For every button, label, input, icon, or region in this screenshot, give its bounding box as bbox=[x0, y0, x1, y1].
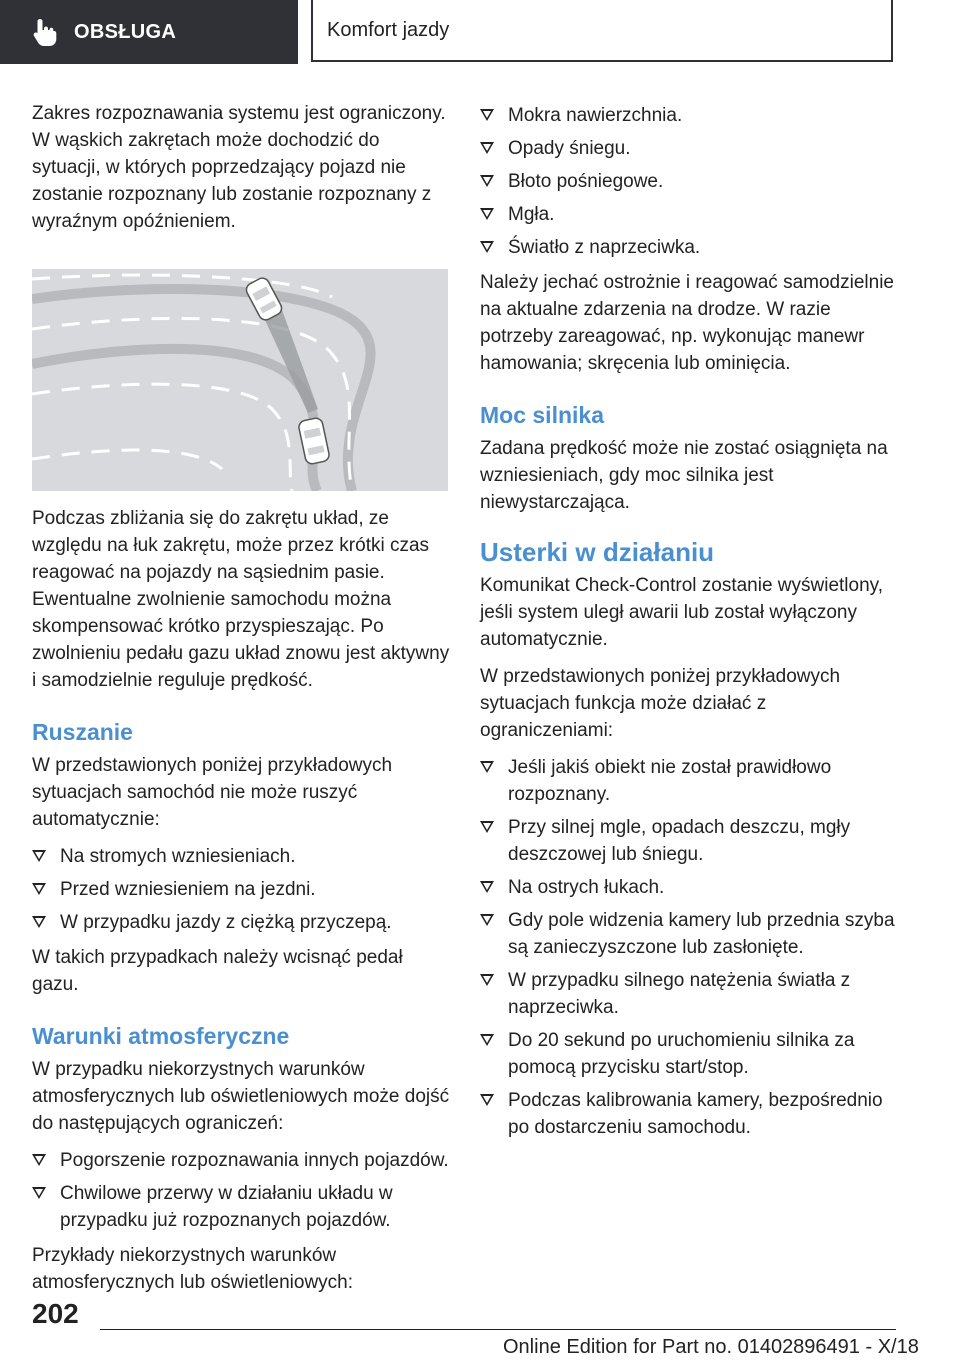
triangle-bullet-icon bbox=[32, 1154, 46, 1166]
curve-road-illustration bbox=[32, 269, 448, 491]
warunki-intro: W przypadku niekorzystnych warunków atmosferycznych lub oświetleniowych może dojść do następujących ograniczeń: bbox=[32, 1059, 450, 1134]
list-item: Pogorszenie rozpoznawania innych pojazdów. bbox=[32, 1147, 450, 1174]
page-number: 202 bbox=[32, 1298, 79, 1329]
list-item: W przypadku jazdy z ciężką przyczepą. bbox=[32, 909, 450, 936]
chapter-tab bbox=[311, 0, 893, 62]
weather-list bbox=[480, 102, 898, 261]
curve-detection-figure bbox=[32, 269, 448, 491]
triangle-bullet-icon bbox=[480, 241, 494, 253]
list-item: Przed wzniesieniem na jezdni. bbox=[32, 876, 450, 903]
ruszanie-intro: W przedstawionych poniżej przykładowych sytuacjach samochód nie może ruszyć automatycznie: bbox=[32, 755, 393, 830]
list-item: W przypadku silnego natężenia światła z naprzeciwka. bbox=[480, 967, 898, 1021]
list-item: Gdy pole widzenia kamery lub przednia szyba są zanieczyszczone lub zasłonięte. bbox=[480, 907, 898, 961]
list-item: Mgła. bbox=[480, 201, 898, 228]
triangle-bullet-icon bbox=[480, 761, 494, 773]
triangle-bullet-icon bbox=[480, 175, 494, 187]
page-header bbox=[0, 0, 960, 66]
list-item: Na ostrych łukach. bbox=[480, 874, 898, 901]
triangle-bullet-icon bbox=[32, 850, 46, 862]
list-item: Podczas kalibrowania kamery, bezpośrednio po dostarczeniu samochodu. bbox=[480, 1087, 898, 1141]
ruszanie-list bbox=[32, 843, 450, 936]
triangle-bullet-icon bbox=[32, 883, 46, 895]
intro-paragraph: Zakres rozpoznawania systemu jest ograniczony. W wąskich zakrętach może dochodzić do sytuacji, w których poprzedzający pojazd nie zostanie rozpoznany lub zostanie rozpoznany z wyraźnym opóźnieniem. bbox=[32, 103, 446, 232]
triangle-bullet-icon bbox=[480, 914, 494, 926]
triangle-bullet-icon bbox=[480, 1094, 494, 1106]
chapter-title: Komfort jazdy bbox=[327, 18, 450, 41]
triangle-bullet-icon bbox=[480, 974, 494, 986]
right-column bbox=[480, 100, 898, 1149]
heading-ruszanie: Ruszanie bbox=[32, 719, 133, 745]
warunki-outro: Przykłady niekorzystnych warunków atmosferycznych lub oświetleniowych: bbox=[32, 1245, 354, 1293]
triangle-bullet-icon bbox=[32, 916, 46, 928]
list-item: Mokra nawierzchnia. bbox=[480, 102, 898, 129]
list-item: Jeśli jakiś obiekt nie został prawidłowo rozpoznany. bbox=[480, 754, 898, 808]
triangle-bullet-icon bbox=[480, 1034, 494, 1046]
usterki-text-1: Komunikat Check-Control zostanie wyświetlony, jeśli system uległ awarii lub został wyłączony automatycznie. bbox=[480, 575, 884, 650]
triangle-bullet-icon bbox=[32, 1187, 46, 1199]
hand-pointer-icon bbox=[28, 15, 62, 49]
triangle-bullet-icon bbox=[480, 109, 494, 121]
list-item: Chwilowe przerwy w działaniu układu w przypadku już rozpoznanych pojazdów. bbox=[32, 1180, 450, 1234]
usterki-list bbox=[480, 754, 898, 1141]
warunki-list bbox=[32, 1147, 450, 1234]
moc-text: Zadana prędkość może nie zostać osiągnięta na wzniesieniach, gdy moc silnika jest niewystarczająca. bbox=[480, 438, 888, 513]
heading-moc-silnika: Moc silnika bbox=[480, 402, 604, 428]
footer-divider bbox=[100, 1329, 896, 1330]
left-column bbox=[32, 100, 450, 1306]
curve-paragraph: Podczas zbliżania się do zakrętu układ, ze względu na łuk zakrętu, może przez krótki czas reagować na pojazdy na sąsiednim pasie. Ewentualne zwolnienie samochodu można skompensować krótko przyspieszając. Po zwolnieniu pedału gazu układ znowu jest aktywny i samodzielnie reguluje prędkość. bbox=[32, 508, 450, 691]
section-tab bbox=[0, 0, 298, 64]
triangle-bullet-icon bbox=[480, 881, 494, 893]
list-item: Przy silnej mgle, opadach deszczu, mgły deszczowej lub śniegu. bbox=[480, 814, 898, 868]
list-item: Błoto pośniegowe. bbox=[480, 168, 898, 195]
section-label: OBSŁUGA bbox=[74, 20, 177, 43]
list-item: Na stromych wzniesieniach. bbox=[32, 843, 450, 870]
caution-paragraph: Należy jechać ostrożnie i reagować samodzielnie na aktualne zdarzenia na drodze. W razie potrzeby zareagować, np. wykonując manewr hamowania; skręcenia lub ominięcia. bbox=[480, 272, 894, 374]
triangle-bullet-icon bbox=[480, 142, 494, 154]
heading-warunki: Warunki atmosferyczne bbox=[32, 1023, 290, 1049]
list-item: Światło z naprzeciwka. bbox=[480, 234, 898, 261]
list-item: Do 20 sekund po uruchomieniu silnika za pomocą przycisku start/stop. bbox=[480, 1027, 898, 1081]
edition-note: Online Edition for Part no. 01402896491 - X/18 bbox=[503, 1336, 919, 1358]
list-item: Opady śniegu. bbox=[480, 135, 898, 162]
triangle-bullet-icon bbox=[480, 208, 494, 220]
usterki-text-2: W przedstawionych poniżej przykładowych sytuacjach funkcja może działać z ograniczeniami: bbox=[480, 666, 841, 741]
triangle-bullet-icon bbox=[480, 821, 494, 833]
heading-usterki: Usterki w działaniu bbox=[480, 537, 715, 567]
ruszanie-outro: W takich przypadkach należy wcisnąć pedał gazu. bbox=[32, 947, 403, 995]
